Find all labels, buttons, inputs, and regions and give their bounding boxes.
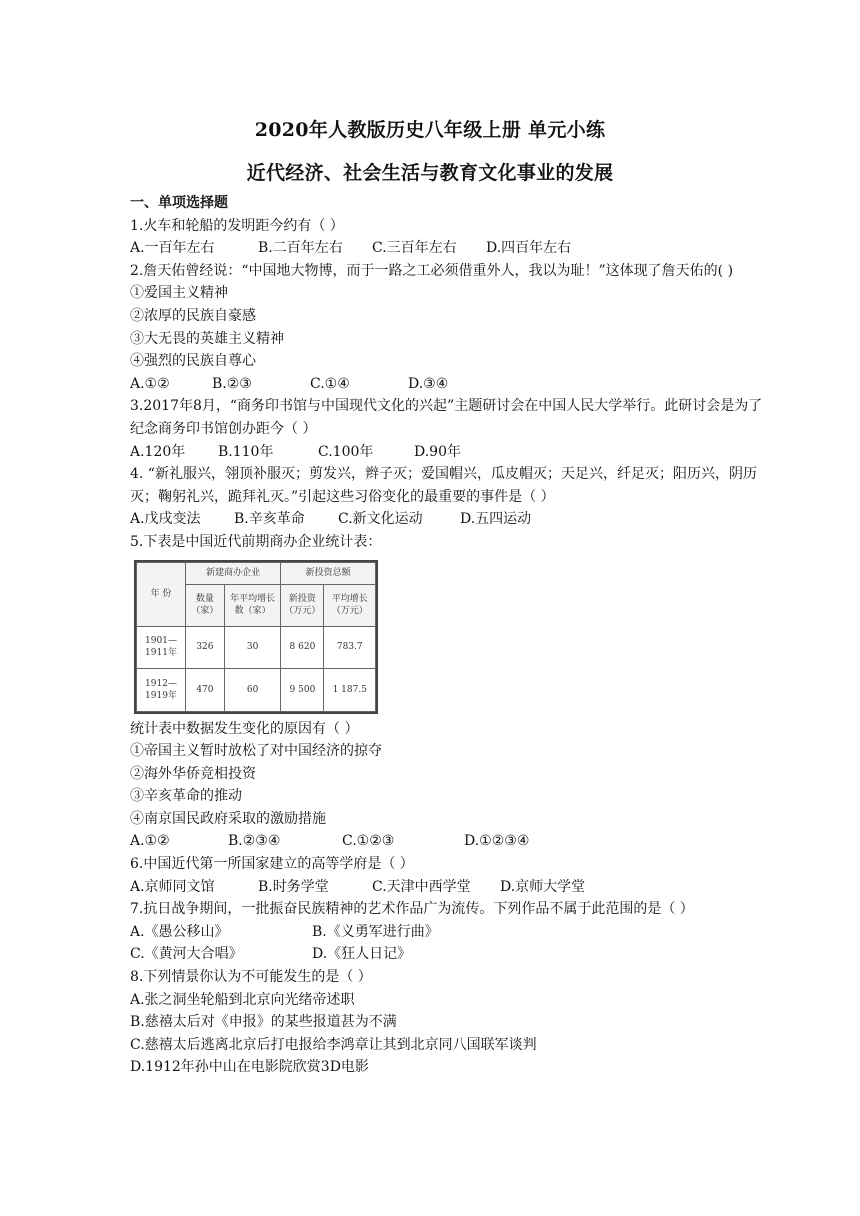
question-6-options bbox=[130, 876, 770, 899]
q2-item: ①爱国主义精神 bbox=[130, 285, 228, 302]
q4-option-c: C.新文化运动 bbox=[338, 511, 423, 528]
question-8-stem: 8.下列情景你认为不可能发生的是（ ） bbox=[130, 969, 372, 986]
question-2-stem: 2.詹天佑曾经说：“中国地大物博，而于一路之工必须借重外人，我以为耻！”这体现了詹天佑的( ) bbox=[130, 262, 734, 279]
column-header-average-growth: 平均增长（万元） bbox=[324, 584, 376, 626]
q7-option-c: C.《黄河大合唱》 bbox=[130, 946, 243, 963]
statistics-table bbox=[136, 562, 376, 712]
question-5-stem: 5.下表是中国近代前期商办企业统计表： bbox=[130, 533, 382, 550]
q5-item: ③辛亥革命的推动 bbox=[130, 788, 242, 805]
q7-option-d: D.《狂人日记》 bbox=[312, 946, 412, 963]
column-header-investment: 新投资（万元） bbox=[281, 584, 324, 626]
q5-option-b: B.②③④ bbox=[228, 833, 281, 850]
cell-count: 470 bbox=[186, 669, 225, 711]
q3-option-c: C.100年 bbox=[318, 443, 374, 460]
q8-option-b: B.慈禧太后对《申报》的某些报道甚为不满 bbox=[130, 1014, 397, 1031]
column-header-annual-growth: 年平均增长数（家） bbox=[224, 584, 281, 626]
table-row bbox=[137, 626, 376, 668]
question-3-options bbox=[130, 441, 770, 464]
q5-item: ④南京国民政府采取的激励措施 bbox=[130, 810, 326, 827]
question-5-options bbox=[130, 830, 770, 853]
question-4-stem: 4. “新礼服兴，翎顶补服灭；剪发兴，辫子灭；爱国帽兴，瓜皮帽灭；天足兴，纤足灭；阳历兴，阴历灭；鞠躬礼兴，跪拜礼灭。”引起这些习俗变化的最重要的事件是（ ） bbox=[130, 466, 757, 505]
group-header-new-investment: 新投资总额 bbox=[281, 562, 376, 584]
q6-option-c: C.天津中西学堂 bbox=[372, 878, 471, 895]
q7-option-b: B.《义勇军进行曲》 bbox=[312, 923, 439, 940]
q3-option-b: B.110年 bbox=[218, 443, 274, 460]
q2-option-a: A.①② bbox=[130, 375, 170, 392]
q8-option-d: D.1912年孙中山在电影院欣赏3D电影 bbox=[130, 1059, 369, 1076]
q1-option-d: D.四百年左右 bbox=[486, 240, 572, 257]
q5-option-a: A.①② bbox=[130, 833, 170, 850]
q5-option-d: D.①②③④ bbox=[464, 833, 530, 850]
question-1-stem: 1.火车和轮船的发明距今约有（ ） bbox=[130, 217, 344, 234]
question-2-options bbox=[130, 373, 770, 396]
cell-year: 1912—1919年 bbox=[137, 669, 186, 711]
section-heading: 一、单项选择题 bbox=[130, 195, 228, 211]
table-row bbox=[137, 669, 376, 711]
q2-item: ③大无畏的英雄主义精神 bbox=[130, 330, 284, 347]
cell-count: 326 bbox=[186, 626, 225, 668]
cell-year: 1901—1911年 bbox=[137, 626, 186, 668]
question-4-options bbox=[130, 508, 770, 531]
q4-option-b: B.辛亥革命 bbox=[234, 511, 305, 528]
question-7-options-row-1 bbox=[130, 921, 770, 944]
q5-option-c: C.①②③ bbox=[342, 833, 395, 850]
q1-option-a: A.一百年左右 bbox=[130, 240, 215, 257]
cell-investment: 9 500 bbox=[281, 669, 324, 711]
page-subtitle: 近代经济、社会生活与教育文化事业的发展 bbox=[246, 162, 614, 184]
cell-investment: 8 620 bbox=[281, 626, 324, 668]
year-header: 年 份 bbox=[137, 562, 186, 626]
q5-item: ①帝国主义暂时放松了对中国经济的掠夺 bbox=[130, 743, 382, 760]
cell-average: 783.7 bbox=[324, 626, 376, 668]
q3-option-a: A.120年 bbox=[130, 443, 186, 460]
q8-option-c: C.慈禧太后逃离北京后打电报给李鸿章让其到北京同八国联军谈判 bbox=[130, 1036, 537, 1053]
question-6-stem: 6.中国近代第一所国家建立的高等学府是（ ） bbox=[130, 856, 414, 873]
enterprise-statistics-table bbox=[134, 560, 378, 714]
q6-option-a: A.京师同文馆 bbox=[130, 878, 215, 895]
cell-growth: 30 bbox=[224, 626, 281, 668]
q2-option-d: D.③④ bbox=[408, 375, 449, 392]
question-list bbox=[130, 192, 770, 1079]
q4-option-d: D.五四运动 bbox=[460, 511, 532, 528]
q3-option-d: D.90年 bbox=[414, 443, 461, 460]
question-5-question: 统计表中数据发生变化的原因有（ ） bbox=[130, 720, 359, 737]
question-3-stem: 3.2017年8月，“商务印书馆与中国现代文化的兴起”主题研讨会在中国人民大学举行。此研讨会是为了纪念商务印书馆创办距今（ ） bbox=[130, 398, 763, 437]
q6-option-d: D.京师大学堂 bbox=[500, 878, 586, 895]
q5-item: ②海外华侨竞相投资 bbox=[130, 765, 256, 782]
q2-option-c: C.①④ bbox=[310, 375, 350, 392]
question-1-options bbox=[130, 237, 770, 260]
q1-option-c: C.三百年左右 bbox=[372, 240, 457, 257]
q1-option-b: B.二百年左右 bbox=[258, 240, 343, 257]
q6-option-b: B.时务学堂 bbox=[258, 878, 329, 895]
q2-option-b: B.②③ bbox=[212, 375, 252, 392]
cell-average: 1 187.5 bbox=[324, 669, 376, 711]
q4-option-a: A.戊戌变法 bbox=[130, 511, 201, 528]
q2-item: ②浓厚的民族自豪感 bbox=[130, 307, 256, 324]
q8-option-a: A.张之洞坐轮船到北京向光绪帝述职 bbox=[130, 991, 355, 1008]
question-7-stem: 7.抗日战争期间，一批振奋民族精神的艺术作品广为流传。下列作品不属于此范围的是（ ） bbox=[130, 901, 694, 918]
q2-item: ④强烈的民族自尊心 bbox=[130, 353, 256, 370]
page-title: 2020年人教版历史八年级上册 单元小练 bbox=[254, 119, 606, 141]
q7-option-a: A.《愚公移山》 bbox=[130, 923, 229, 940]
question-7-options-row-2 bbox=[130, 943, 770, 966]
column-header-count: 数量（家） bbox=[186, 584, 225, 626]
cell-growth: 60 bbox=[224, 669, 281, 711]
group-header-new-enterprises: 新建商办企业 bbox=[186, 562, 281, 584]
